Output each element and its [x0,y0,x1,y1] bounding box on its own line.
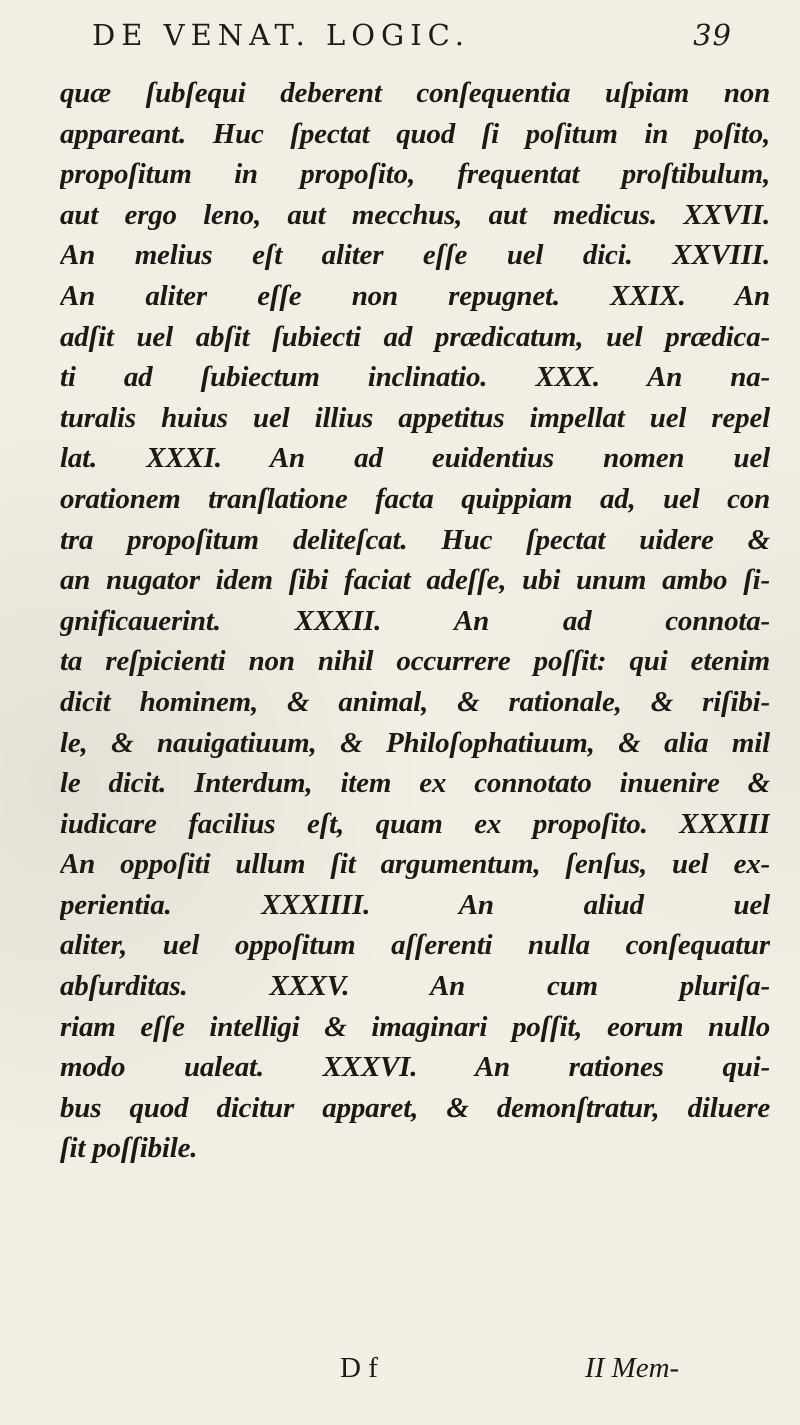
text-line: abſurditas. XXXV. An cum pluriſa- [60,970,770,1003]
text-line: appareant. Huc ſpectat quod ſi poſitum in poſito, [60,117,770,150]
text-line: gnificauerint. XXXII. An ad connota- [60,604,770,637]
page-footer [340,1352,760,1392]
text-line: orationem tranſlatione facta quippiam ad, uel con [60,482,770,515]
text-line: propoſitum in propoſito, frequentat proſtibulum, [60,158,770,191]
text-line: ſit poſſibile. [60,1132,198,1165]
text-line: an nugator idem ſibi faciat adeſſe, ubi unum ambo ſi- [60,564,770,597]
text-line: An oppoſiti ullum ſit argumentum, ſenſus, uel ex- [60,848,770,881]
text-line: riam eſſe intelligi & imaginari poſſit, eorum nullo [60,1010,770,1043]
text-line: aut ergo leno, aut mecchus, aut medicus. XXVII. [60,198,770,231]
text-line: An melius eſt aliter eſſe uel dici. XXVIII. [60,239,770,272]
text-line: iudicare facilius eſt, quam ex propoſito. XXXIII [60,807,770,840]
page-number: 39 [693,18,732,52]
signature-mark: D f [340,1352,378,1384]
text-line: ti ad ſubiectum inclinatio. XXX. An na- [60,361,770,394]
running-title: DE VENAT. LOGIC. [92,18,471,52]
text-line: turalis huius uel illius appetitus impellat uel repel [60,401,770,434]
text-line: ta reſpicienti non nihil occurrere poſſit: qui etenim [60,645,770,678]
text-line: le dicit. Interdum, item ex connotato inuenire & [60,767,770,800]
text-line: quæ ſubſequi deberent conſequentia uſpiam non [60,77,770,109]
text-line: modo ualeat. XXXVI. An rationes qui- [60,1051,770,1084]
text-line: perientia. XXXIIII. An aliud uel [60,888,770,921]
text-line: bus quod dicitur apparet, & demonſtratur, diluere [60,1091,770,1124]
text-line: An aliter eſſe non repugnet. XXIX. An [60,279,770,312]
text-line: aliter, uel oppoſitum aſſerenti nulla conſequatur [60,929,770,962]
text-line: lat. XXXI. An ad euidentius nomen uel [60,442,770,475]
text-line: tra propoſitum deliteſcat. Huc ſpectat uidere & [60,523,770,556]
text-line: dicit hominem, & animal, & rationale, & riſibi- [60,685,770,718]
body-text [60,73,770,1169]
text-line: le, & nauigatiuum, & Philoſophatiuum, & alia mil [60,726,770,759]
catchword: II Mem- [585,1352,680,1384]
text-line: adſit uel abſit ſubiecti ad prædicatum, uel prædica- [60,320,770,353]
page-header [92,18,732,58]
